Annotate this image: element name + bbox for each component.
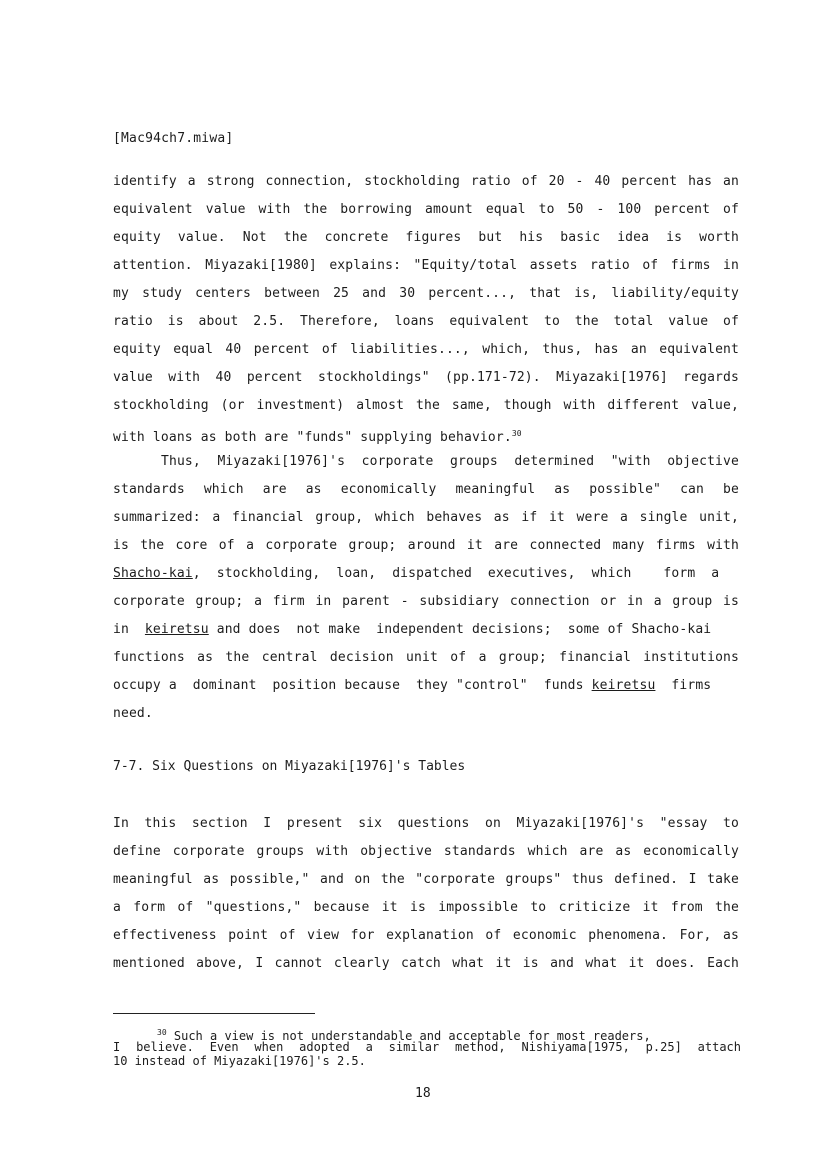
text-line: corporate group; a firm in parent - subsidiary connection or in a group is xyxy=(113,594,739,609)
term-keiretsu: keiretsu xyxy=(144,622,209,637)
term-shacho-kai: Shacho-kai xyxy=(113,566,193,581)
text-span: and does not make independent decisions; some of Shacho-kai xyxy=(208,622,712,637)
text-line: value with 40 percent stockholdings" (pp.171-72). Miyazaki[1976] regards xyxy=(113,370,739,385)
text-line xyxy=(113,425,739,443)
text-line: is the core of a corporate group; around it are connected many firms with xyxy=(113,538,739,553)
text-span: in xyxy=(113,622,145,637)
text-line xyxy=(113,621,739,639)
text-span: occupy a dominant position because they "control" funds xyxy=(113,678,592,693)
term-keiretsu: keiretsu xyxy=(591,678,656,693)
text-line: a form of "questions," because it is impossible to criticize it from the xyxy=(113,900,739,915)
footnote-line: 10 instead of Miyazaki[1976]'s 2.5. xyxy=(113,1054,366,1068)
text-line: my study centers between 25 and 30 percent..., that is, liability/equity xyxy=(113,286,739,301)
text-line: attention. Miyazaki[1980] explains: "Equity/total assets ratio of firms in xyxy=(113,258,739,273)
text-line: In this section I present six questions on Miyazaki[1976]'s "essay to xyxy=(113,816,739,831)
text-line: meaningful as possible," and on the "corporate groups" thus defined. I take xyxy=(113,872,739,887)
footnote-marker: 30 xyxy=(157,1028,167,1037)
footnote xyxy=(113,1026,741,1068)
section-heading: 7-7. Six Questions on Miyazaki[1976]'s Tables xyxy=(113,759,466,774)
text-line: mentioned above, I cannot clearly catch what it is and what it does. Each xyxy=(113,956,739,971)
text-span: firms xyxy=(655,678,712,693)
text-line: define corporate groups with objective standards which are as economically xyxy=(113,844,739,859)
text-line: stockholding (or investment) almost the same, though with different value, xyxy=(113,398,739,413)
text-line xyxy=(113,565,739,583)
footnote-marker: 30 xyxy=(511,429,522,438)
footnote-divider xyxy=(113,1013,315,1014)
file-header: [Mac94ch7.miwa] xyxy=(113,131,234,146)
text-line: equity value. Not the concrete figures but his basic idea is worth xyxy=(113,230,739,245)
text-span: Such a view is not understandable and acceptable for most readers, xyxy=(173,1029,651,1043)
footnote-line: I believe. Even when adopted a similar method, Nishiyama[1975, p.25] attach xyxy=(113,1040,741,1054)
text-line: Thus, Miyazaki[1976]'s corporate groups determined "with objective xyxy=(161,454,739,469)
text-line: functions as the central decision unit of a group; financial institutions xyxy=(113,650,739,665)
footnote-line xyxy=(113,1026,741,1043)
text-line: identify a strong connection, stockholding ratio of 20 - 40 percent has an xyxy=(113,174,739,189)
text-line: ratio is about 2.5. Therefore, loans equivalent to the total value of xyxy=(113,314,739,329)
text-line xyxy=(113,677,739,695)
text-span: , stockholding, loan, dispatched executives, which form a xyxy=(192,566,720,581)
page-number: 18 xyxy=(415,1086,431,1101)
text-line: effectiveness point of view for explanation of economic phenomena. For, as xyxy=(113,928,739,943)
text-line: standards which are as economically meaningful as possible" can be xyxy=(113,482,739,497)
text-line: equivalent value with the borrowing amount equal to 50 - 100 percent of xyxy=(113,202,739,217)
text-line: equity equal 40 percent of liabilities..., which, thus, has an equivalent xyxy=(113,342,739,357)
text-line: summarized: a financial group, which behaves as if it were a single unit, xyxy=(113,510,739,525)
text-line: need. xyxy=(113,706,153,721)
text-span: with loans as both are "funds" supplying behavior. xyxy=(113,430,512,445)
